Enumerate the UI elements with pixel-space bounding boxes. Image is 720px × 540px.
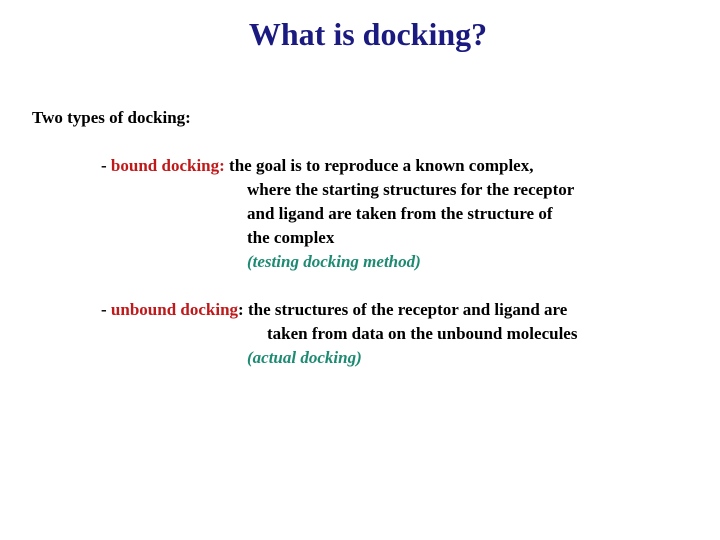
bound-dash: - bbox=[101, 156, 111, 175]
unbound-dash: - bbox=[101, 300, 111, 319]
unbound-docking-note: (actual docking) bbox=[247, 348, 362, 367]
unbound-docking-text-1: the structures of the receptor and ligand are bbox=[243, 300, 568, 319]
unbound-docking-line-2: taken from data on the unbound molecules bbox=[267, 324, 578, 343]
bound-docking-text-1: the goal is to reproduce a known complex, bbox=[224, 156, 534, 175]
bound-docking-note: (testing docking method) bbox=[247, 252, 421, 271]
unbound-docking-colon: : bbox=[238, 300, 244, 319]
bound-docking-colon: : bbox=[219, 156, 225, 175]
bound-docking-line-4: the complex bbox=[247, 228, 335, 247]
unbound-docking-line-1 bbox=[101, 300, 567, 320]
slide-title: What is docking? bbox=[248, 16, 488, 52]
subtitle: Two types of docking: bbox=[32, 108, 191, 127]
bound-docking-line-1 bbox=[101, 156, 533, 176]
bound-docking-line-3: and ligand are taken from the structure of bbox=[247, 204, 553, 223]
unbound-docking-term: unbound docking bbox=[110, 300, 239, 319]
bound-docking-line-2: where the starting structures for the receptor bbox=[247, 180, 575, 199]
bound-docking-term: bound docking bbox=[110, 156, 220, 175]
